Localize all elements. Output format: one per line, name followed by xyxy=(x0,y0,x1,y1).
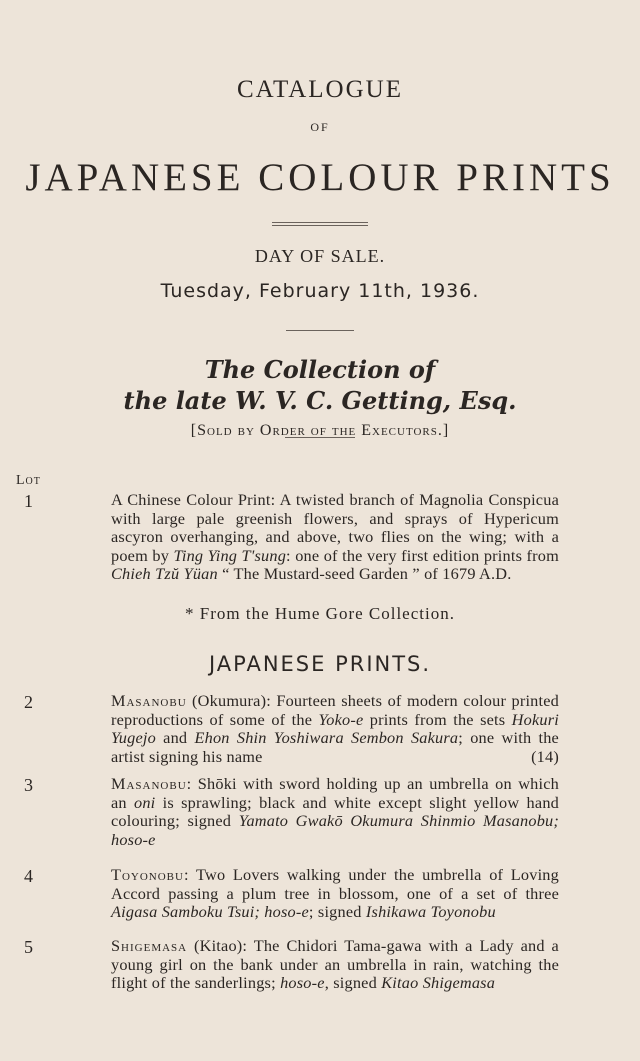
lot-description xyxy=(111,866,559,922)
lot-text: prints from the sets xyxy=(363,709,512,729)
artist-name: Masanobu xyxy=(111,774,187,793)
catalogue-heading: CATALOGUE xyxy=(237,76,403,103)
print-type: hoso-e xyxy=(280,973,325,992)
lot-description xyxy=(111,491,559,584)
print-type: Yoko-e xyxy=(318,709,364,729)
divider-rule-double xyxy=(272,225,368,226)
lot-text: (Kitao): The Chidori Tama-gawa with a Lady and a young girl on the bank under an umbrella in rain, watching the flight of the sanderlings; xyxy=(111,936,559,992)
sheet-count: (14) xyxy=(531,746,559,766)
set-title: Ehon Shin Yoshiwara Sembon Sakura xyxy=(194,728,459,747)
lot-column-heading: Lot xyxy=(16,473,41,488)
sale-date: Tuesday, February 11th, 1936. xyxy=(160,280,480,302)
term: oni xyxy=(134,792,156,812)
section-heading-japanese-prints: JAPANESE PRINTS. xyxy=(208,652,432,676)
lot-text: ; one with the artist signing his name xyxy=(111,728,559,766)
artist-name: Shigemasa xyxy=(111,936,188,955)
lot-description xyxy=(111,692,559,766)
lot-number: 4 xyxy=(24,866,33,886)
sold-by-note: [Sold by Order of the Executors.] xyxy=(190,422,450,439)
divider-rule xyxy=(285,437,355,438)
signature: Ishikawa Toyonobu xyxy=(365,902,496,921)
lot-text: ; signed xyxy=(308,902,366,921)
lot-text: and xyxy=(155,728,195,747)
lot-text: : Shōki with sword holding up an umbrella on which an xyxy=(111,774,559,812)
artist-name: Toyonobu xyxy=(111,865,184,884)
lot-text: is sprawling; black and white except slight yellow hand colouring; signed xyxy=(111,792,559,830)
day-of-sale-heading: DAY OF SALE. xyxy=(254,246,386,266)
lot-number: 5 xyxy=(24,937,33,957)
set-title: Aigasa Samboku Tsui; hoso-e xyxy=(111,902,309,921)
page-title: JAPANESE COLOUR PRINTS xyxy=(25,156,615,199)
lot-text: , signed xyxy=(324,973,382,992)
divider-rule xyxy=(272,222,368,223)
signature: Yamato Gwakō Okumura Shinmio Masanobu; hoso-e xyxy=(111,811,559,849)
artist-name: Masanobu xyxy=(111,691,187,710)
of-label: OF xyxy=(310,120,330,134)
lot-description xyxy=(111,775,559,849)
collection-line-1: The Collection of xyxy=(204,355,436,384)
section-note-hume-gore: * From the Hume Gore Collection. xyxy=(185,604,455,623)
lot-text: “ The Mustard-seed Garden ” of 1679 A.D. xyxy=(217,564,512,583)
lot-number: 1 xyxy=(24,491,33,511)
lot-text: : one of the very first edition prints from xyxy=(286,545,559,565)
collection-line-2: the late W. V. C. Getting, Esq. xyxy=(123,386,517,415)
book-title: Chieh Tzŭ Yüan xyxy=(111,564,218,583)
lot-text: : Two Lovers walking under the umbrella of Loving Accord passing a plum tree in blossom, one of a set of three xyxy=(111,865,559,903)
divider-rule xyxy=(286,330,354,331)
poet-name: Ting Ying T'sung xyxy=(173,545,287,565)
signature: Kitao Shigemasa xyxy=(381,973,496,992)
lot-description xyxy=(111,937,559,993)
lot-number: 3 xyxy=(24,775,33,795)
lot-text: A Chinese Colour Print: A twisted branch of Magnolia Conspicua with large pale greenish flowers, and sprays of Hypericum ascyron overhanging, and above, two flies on the wing; with a poem by xyxy=(111,490,559,565)
lot-number: 2 xyxy=(24,692,33,712)
set-title: Hokuri Yugejo xyxy=(111,709,559,747)
lot-text: (Okumura): Fourteen sheets of modern colour printed reproductions of some of the xyxy=(111,691,559,729)
